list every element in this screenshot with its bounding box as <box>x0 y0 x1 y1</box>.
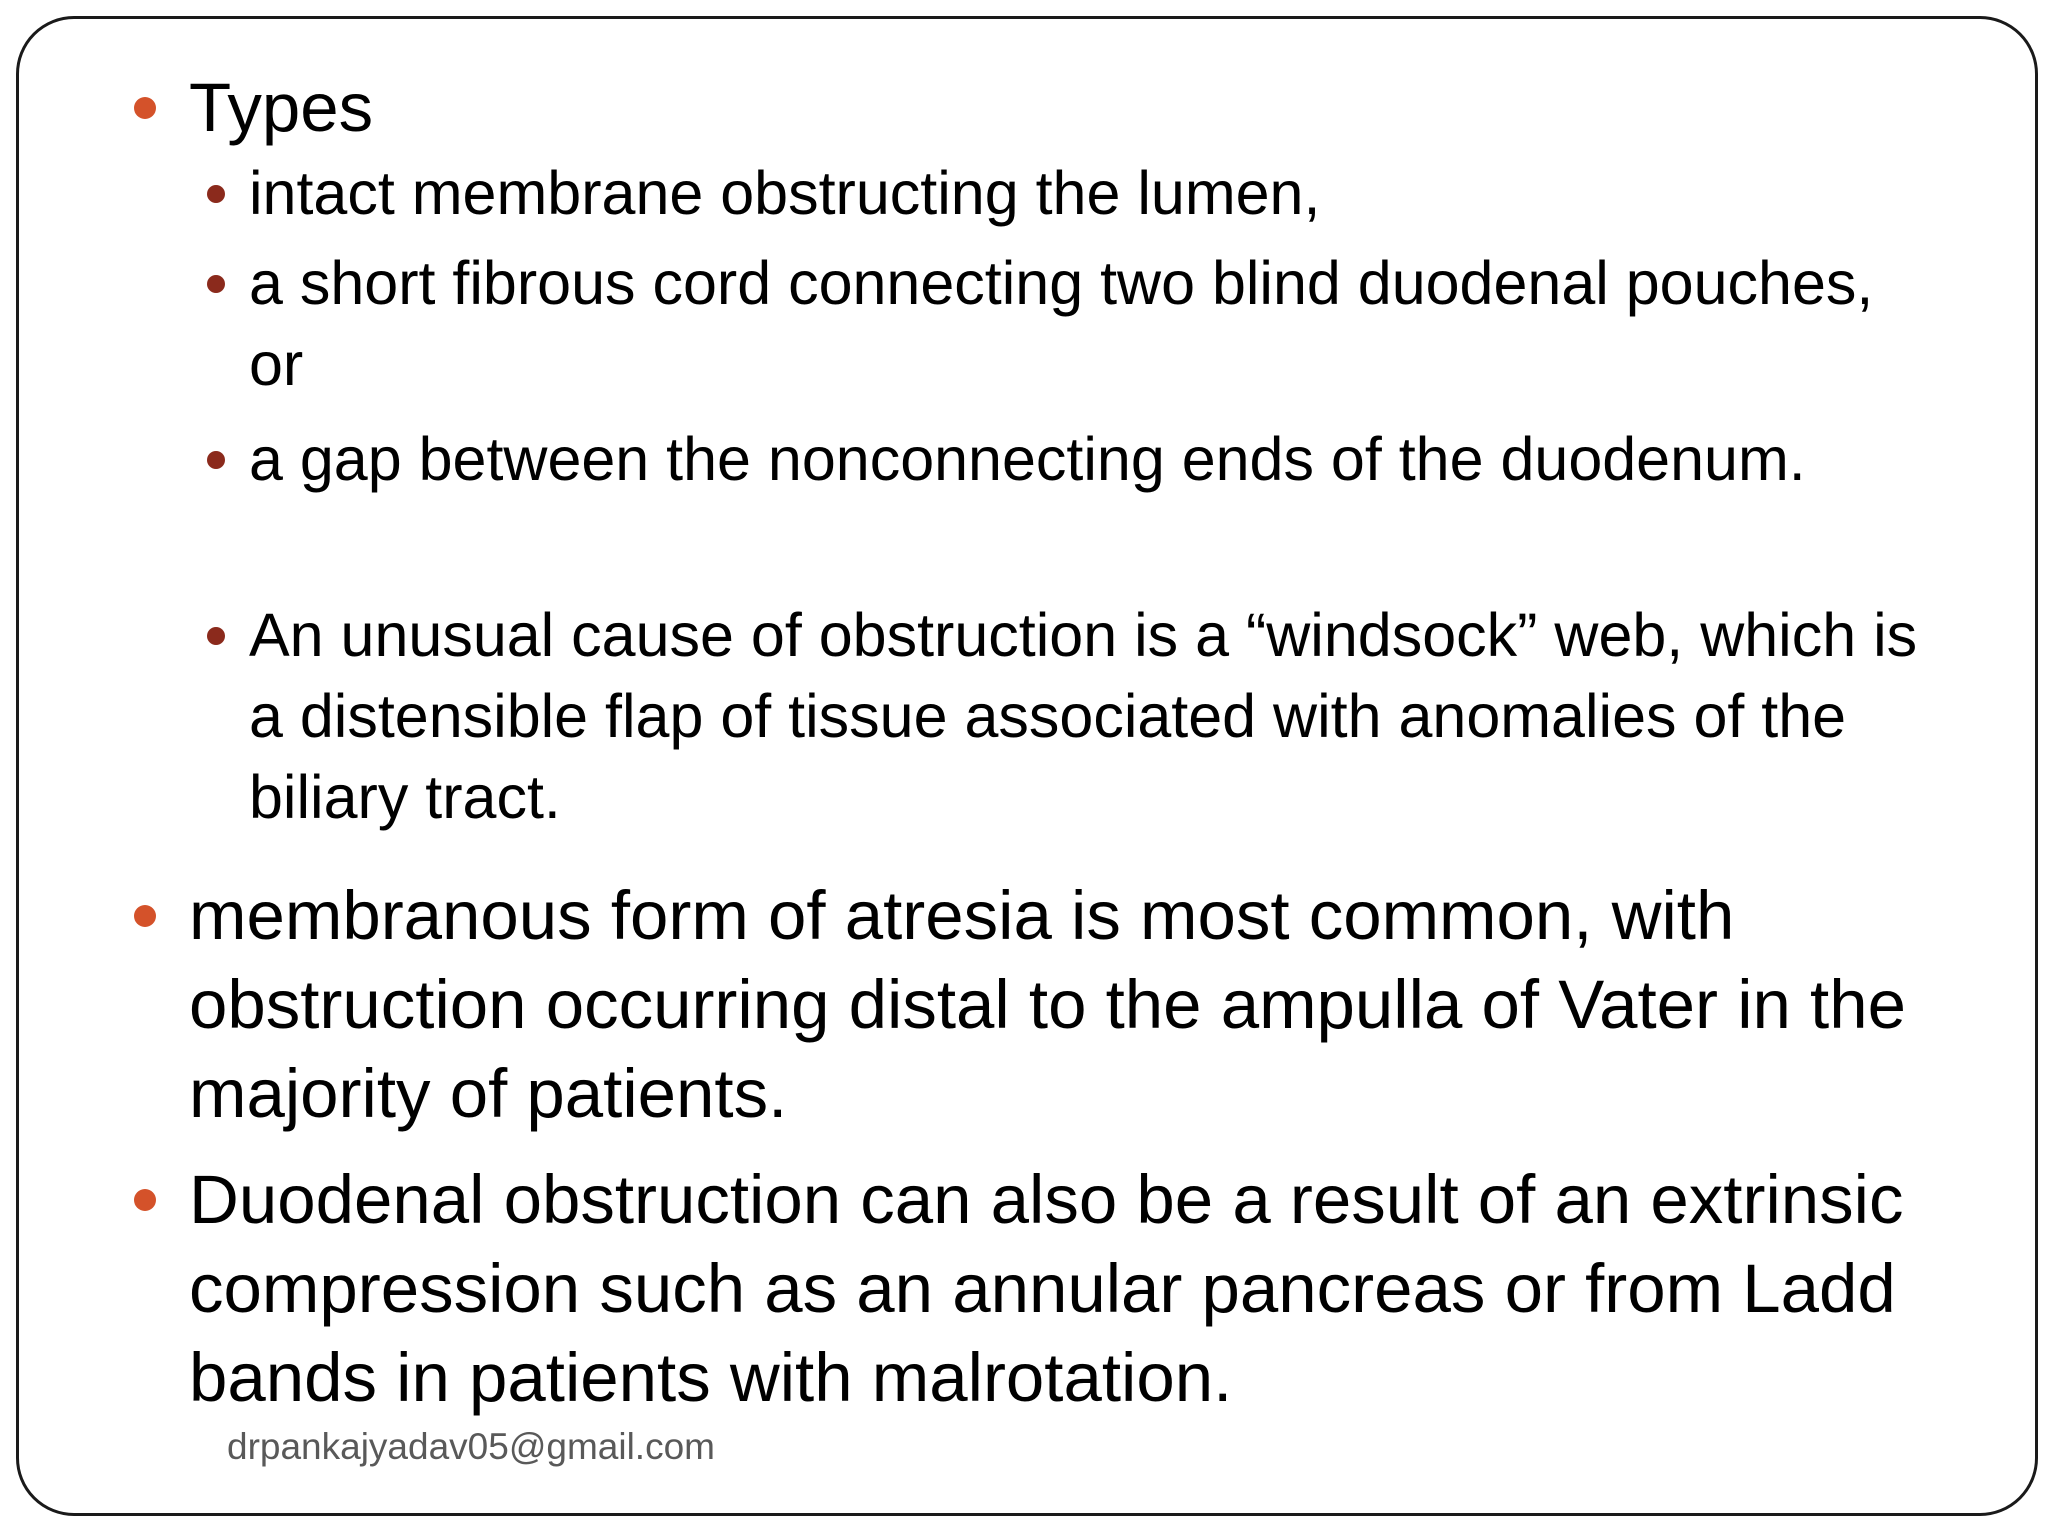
bullet-item <box>189 1155 1989 1422</box>
bullet-text: membranous form of atresia is most common, with obstruction occurring distal to the ampulla of Vater in the majority of patients. <box>189 877 1906 1132</box>
sub-bullet-text: a short fibrous cord connecting two blind duodenal pouches, or <box>249 249 1874 398</box>
sub-bullet-text: a gap between the nonconnecting ends of the duodenum. <box>249 425 1806 493</box>
bullet-text: Types <box>189 69 374 146</box>
sub-bullet-dot-icon <box>207 627 225 645</box>
footer-email: drpankajyadav05@gmail.com <box>227 1426 715 1467</box>
sub-bullet-item <box>249 595 1939 838</box>
sub-bullet-dot-icon <box>207 451 225 469</box>
sub-bullet-dot-icon <box>207 185 225 203</box>
sub-bullet-dot-icon <box>207 275 225 293</box>
slide <box>16 16 2038 1516</box>
bullet-item <box>189 63 1989 152</box>
bullet-item <box>189 871 1989 1138</box>
bullet-dot-icon <box>134 905 156 927</box>
sub-bullet-item <box>249 419 1939 500</box>
sub-bullet-item <box>249 153 1939 234</box>
bullet-dot-icon <box>134 97 156 119</box>
sub-bullet-text: An unusual cause of obstruction is a “windsock” web, which is a distensible flap of tissue associated with anomalies of the biliary tract. <box>249 601 1918 831</box>
bullet-dot-icon <box>134 1189 156 1211</box>
sub-bullet-text: intact membrane obstructing the lumen, <box>249 159 1321 227</box>
bullet-text: Duodenal obstruction can also be a result of an extrinsic compression such as an annular pancreas or from Ladd bands in patients with malrotation. <box>189 1161 1904 1416</box>
sub-bullet-item <box>249 243 1939 405</box>
